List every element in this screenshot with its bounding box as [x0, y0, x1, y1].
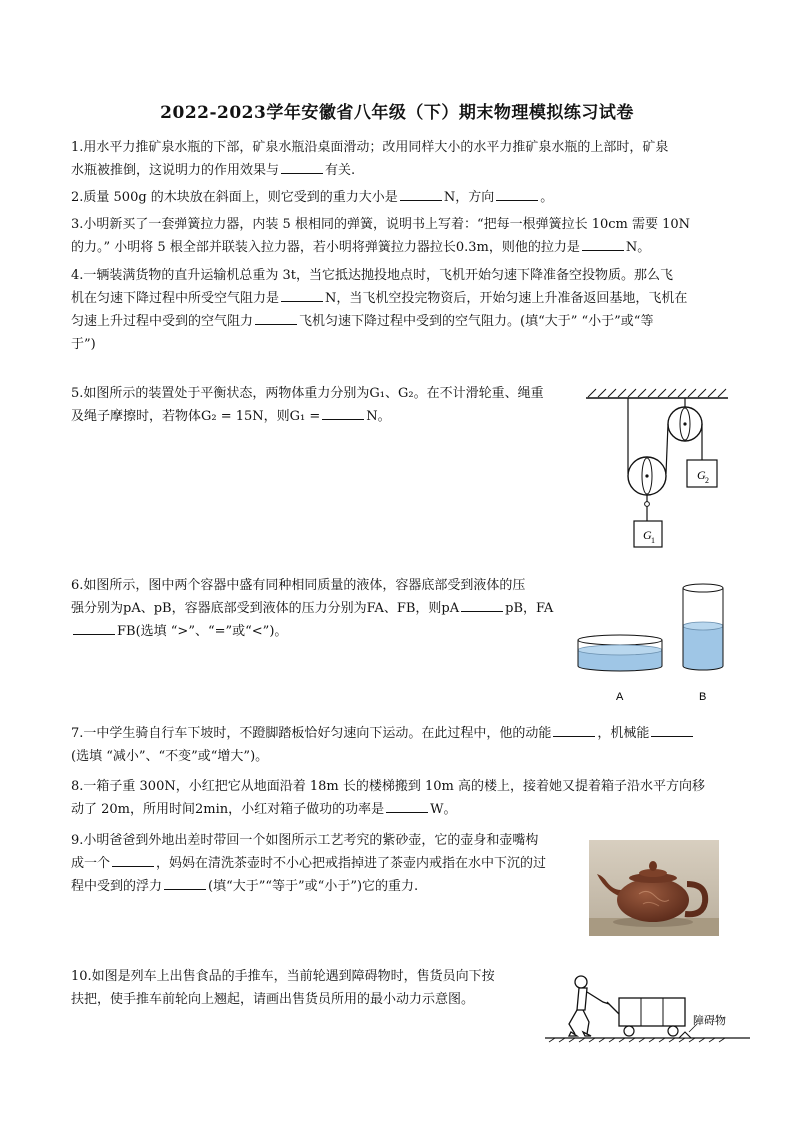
question-2: [71, 186, 553, 209]
containers-figure: [574, 582, 734, 708]
answer-blank[interactable]: [255, 312, 297, 325]
front-wheel: [668, 1026, 678, 1036]
answer-blank[interactable]: [651, 724, 693, 737]
question-6: [71, 574, 553, 643]
q10-line-1: 10.如图是列车上出售食品的手推车，当前轮遇到障碍物时，售货员向下按: [71, 969, 495, 984]
q6-line-2: 强分别为pA、pB，容器底部受到液体的压力分别为FA、FB，则pA pB，FA: [71, 601, 554, 616]
answer-blank[interactable]: [112, 854, 154, 867]
q3-line-2: 的力。” 小明将 5 根全部并联装入拉力器，若小明将弹簧拉力器拉长0.3m，则他的拉力是 N。: [71, 240, 651, 255]
answer-blank[interactable]: [386, 800, 428, 813]
q4-line-2: 机在匀速下降过程中所受空气阻力是 N，当飞机空投完物资后，开始匀速上升准备返回基地，飞机在: [71, 291, 688, 306]
q8-line-1: 8.一箱子重 300N，小红把它从地面沿着 18m 长的楼梯搬到 10m 高的楼上，接着她又提着箱子沿水平方向移: [71, 779, 705, 794]
answer-blank[interactable]: [73, 622, 115, 635]
question-8: [71, 775, 705, 821]
answer-blank[interactable]: [582, 238, 624, 251]
q9-line-2: 成一个 ，妈妈在清洗茶壶时不小心把戒指掉进了茶壶内戒指在水中下沉的过: [71, 856, 547, 871]
question-5: [71, 382, 544, 428]
page-title: 2022-2023学年安徽省八年级（下）期末物理模拟练习试卷: [160, 103, 634, 123]
teapot-photo: [589, 840, 719, 936]
answer-blank[interactable]: [461, 599, 503, 612]
q4-line-3: 匀速上升过程中受到的空气阻力 飞机匀速下降过程中受到的空气阻力。(填“大于” “小于”或“等: [71, 314, 654, 329]
question-4: [71, 264, 687, 356]
q8-line-2: 动了 20m，所用时间2min，小红对箱子做功的功率是 W。: [71, 802, 457, 817]
q7-line-1: 7.一中学生骑自行车下坡时，不蹬脚踏板恰好匀速向下运动。在此过程中，他的动能 ，机械能: [71, 722, 695, 745]
q4-line-4: 于”): [71, 337, 96, 352]
answer-blank[interactable]: [322, 407, 364, 420]
svg-text:2: 2: [705, 476, 709, 485]
q5-line-1: 5.如图所示的装置处于平衡状态，两物体重力分别为G₁、G₂。在不计滑轮重、绳重: [71, 386, 544, 401]
cart-figure: [545, 968, 755, 1048]
obstacle: [679, 1032, 691, 1038]
question-9: [71, 829, 546, 898]
question-1: [71, 136, 668, 182]
q2-line-1: 2.质量 500g 的木块放在斜面上，则它受到的重力大小是 N，方向 。: [71, 190, 554, 205]
q3-line-1: 3.小明新买了一套弹簧拉力器，内装 5 根相同的弹簧，说明书上写着：“把每一根弹簧拉长 10cm 需要 10N: [71, 217, 691, 232]
question-7: [71, 722, 695, 768]
answer-blank[interactable]: [281, 289, 323, 302]
answer-blank[interactable]: [164, 877, 206, 890]
svg-text:G: G: [643, 528, 652, 542]
svg-text:1: 1: [651, 536, 655, 545]
q9-line-3: 程中受到的浮力 (填“大于”“等于”或“小于”)它的重力.: [71, 879, 419, 894]
q4-line-1: 4.一辆装满货物的直升运输机总重为 3t，当它抵达抛投地点时，飞机开始匀速下降准备空投物质。那么飞: [71, 268, 674, 283]
q1-line-1: 1.用水平力推矿泉水瓶的下部，矿泉水瓶沿桌面滑动；改用同样大小的水平力推矿泉水瓶的上部时，矿泉: [71, 140, 669, 155]
answer-blank[interactable]: [281, 161, 323, 174]
q9-line-1: 9.小明爸爸到外地出差时带回一个如图所示工艺考究的紫砂壶，它的壶身和壶嘴构: [71, 833, 539, 848]
q7-line-2: (选填 “减小”、“不变”或“增大”)。: [71, 749, 269, 764]
question-10: [71, 965, 495, 1011]
answer-blank[interactable]: [400, 188, 442, 201]
svg-text:障碍物: 障碍物: [693, 1015, 726, 1027]
answer-blank[interactable]: [496, 188, 538, 201]
svg-text:G: G: [697, 468, 706, 482]
q6-line-1: 6.如图所示，图中两个容器中盛有同种相同质量的液体，容器底部受到液体的压: [71, 578, 526, 593]
svg-text:A: A: [616, 691, 624, 703]
rear-wheel: [624, 1026, 634, 1036]
q5-line-2: 及绳子摩擦时，若物体G₂ = 15N，则G₁ = N。: [71, 409, 391, 424]
q1-line-2: 水瓶被推倒，这说明力的作用效果与 有关.: [71, 163, 356, 178]
q10-line-2: 扶把，使手推车前轮向上翘起，请画出售货员所用的最小动力示意图。: [71, 992, 475, 1007]
salesperson: [569, 976, 609, 1036]
answer-blank[interactable]: [553, 724, 595, 737]
pulley-figure: [582, 388, 732, 550]
q6-line-3: FB(选填 “>”、“=”或“<”)。: [71, 620, 553, 643]
question-3: [71, 213, 690, 259]
svg-text:B: B: [699, 691, 707, 703]
cart-body: [619, 998, 685, 1026]
